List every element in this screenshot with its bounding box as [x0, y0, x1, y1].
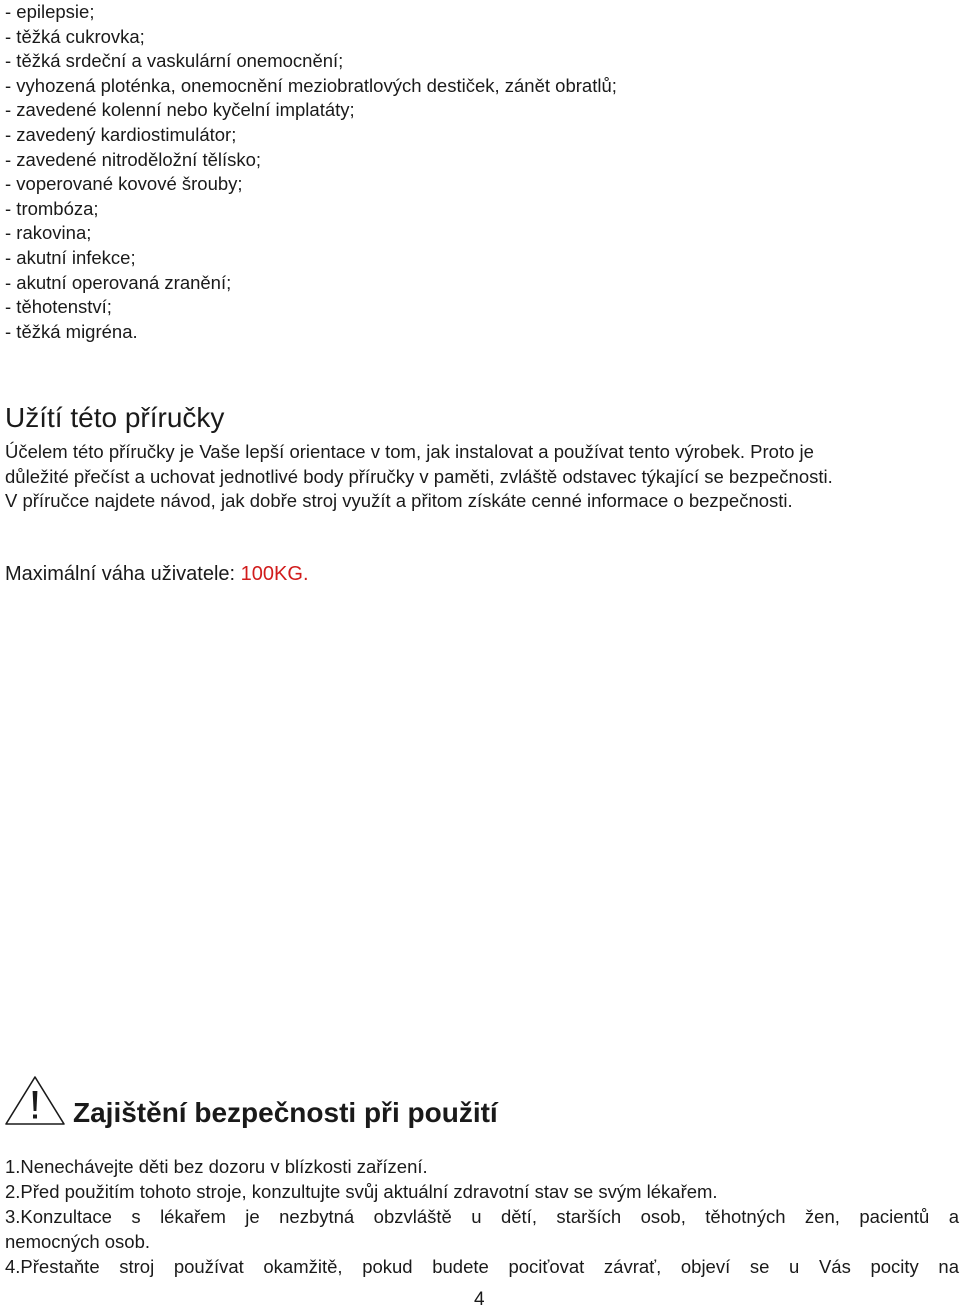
paragraph-line: důležité přečíst a uchovat jednotlivé body příručky v paměti, zvláště odstavec týkající se bezpečnosti. — [5, 465, 833, 487]
list-item: - akutní operovaná zranění; — [5, 271, 232, 293]
usage-section-title: Užítí této příručky — [5, 402, 225, 433]
list-item — [5, 1205, 959, 1255]
list-item-line: 3.Konzultace s lékařem je nezbytná obzvláště u dětí, starších osob, těhotných žen, pacientů a — [5, 1205, 959, 1227]
list-item: - zavedené kolenní nebo kyčelní implatáty; — [5, 99, 355, 121]
list-item: - těžká migréna. — [5, 320, 138, 342]
list-item: - zavedené nitroděložní tělísko; — [5, 148, 262, 170]
list-item: - zavedený kardiostimulátor; — [5, 123, 237, 145]
paragraph-line: Účelem této příručky je Vaše lepší orientace v tom, jak instalovat a používat tento výrobek. Proto je — [5, 441, 814, 462]
warning-triangle-icon — [4, 1075, 66, 1127]
paragraph-line: V příručce najdete návod, jak dobře stroj využít a přitom získáte cenné informace o bezpečnosti. — [5, 490, 793, 512]
max-weight-label: Maximální váha uživatele: — [5, 563, 241, 585]
page-number: 4 — [474, 1289, 485, 1310]
max-user-weight — [5, 561, 309, 587]
list-item-line: nemocných osob. — [5, 1230, 151, 1252]
list-item: - akutní infekce; — [5, 246, 136, 268]
safety-section-title: Zajištění bezpečnosti při použití — [73, 1097, 498, 1128]
usage-paragraph — [5, 440, 958, 514]
list-item: - vyhozená ploténka, onemocnění meziobratlových destiček, zánět obratlů; — [5, 74, 617, 96]
list-item: - trombóza; — [5, 197, 99, 219]
list-item: 2.Před použitím tohoto stroje, konzultujte svůj aktuální zdravotní stav se svým lékařem. — [5, 1180, 718, 1202]
safety-instructions-list — [5, 1155, 959, 1280]
max-weight-value: 100KG. — [240, 563, 309, 585]
list-item: - epilepsie; — [5, 1, 95, 22]
contraindications-list — [5, 0, 617, 344]
list-item: - těžká srdeční a vaskulární onemocnění; — [5, 50, 344, 72]
list-item: 1.Nenechávejte děti bez dozoru v blízkosti zařízení. — [5, 1156, 428, 1177]
list-item: - rakovina; — [5, 222, 92, 244]
list-item: - těžká cukrovka; — [5, 25, 145, 47]
list-item: - těhotenství; — [5, 296, 112, 318]
list-item: 4.Přestaňte stroj používat okamžitě, pokud budete pociťovat závrať, objeví se u Vás pocity na — [5, 1255, 959, 1277]
list-item: - voperované kovové šrouby; — [5, 173, 243, 195]
